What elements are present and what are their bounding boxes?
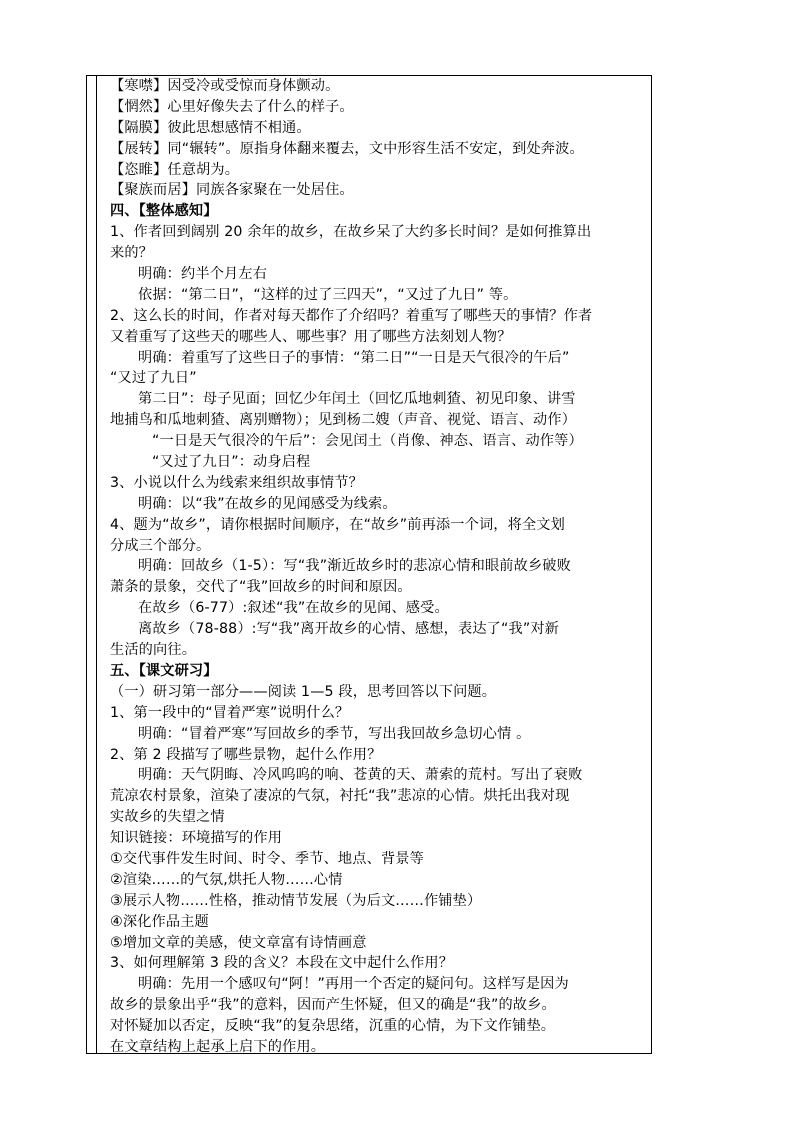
- text-line: 【聚族而居】同族各家聚在一处居住。: [110, 182, 354, 199]
- text-line: 故乡的景象出乎“我”的意料，因而产生怀疑，但又的确是“我”的故乡。: [110, 997, 556, 1014]
- section-heading: 四、【整体感知】: [110, 203, 218, 220]
- table-content-cell: [110, 76, 650, 1058]
- text-line: 明确：天气阴晦、冷风呜呜的响、苍黄的天、萧索的荒村。写出了衰败: [138, 767, 583, 784]
- text-line: ②渲染……的气氛,烘托人物……心情: [110, 871, 343, 888]
- text-line: 4、题为“故乡”，请你根据时间顺序，在“故乡”前再添一个词，将全文划: [110, 516, 565, 533]
- text-line: 分成三个部分。: [110, 537, 211, 554]
- section-heading: 五、【课文研习】: [110, 662, 218, 679]
- text-line: 明确：约半个月左右: [138, 266, 268, 283]
- text-line: 在文章结构上起承上启下的作用。: [110, 1038, 326, 1055]
- text-line: “又过了九日”：动身启程: [152, 454, 311, 471]
- text-line: 【惘然】心里好像失去了什么的样子。: [110, 98, 354, 115]
- text-line: 2、这么长的时间，作者对每天都作了介绍吗？着重写了哪些天的事情？作者: [110, 307, 593, 324]
- text-line: 知识链接：环境描写的作用: [110, 830, 283, 847]
- text-line: 【展转】同“辗转”。原指身体翻来覆去，文中形容生活不安定，到处奔波。: [110, 140, 584, 157]
- text-line: “又过了九日”: [110, 370, 197, 387]
- text-line: 萧条的景象，交代了“我”回故乡的时间和原因。: [110, 579, 412, 596]
- text-line: 3、小说以什么为线索来组织故事情节？: [110, 474, 363, 491]
- text-line: 【隔膜】彼此思想感情不相通。: [110, 119, 311, 136]
- text-line: 生活的向往。: [110, 642, 197, 659]
- table-left-column-line: [96, 75, 97, 1054]
- text-line: 又着重写了这些天的哪些人、哪些事？用了哪些方法刻划人物？: [110, 328, 512, 345]
- text-line: 3、如何理解第 3 段的含义？本段在文中起什么作用？: [110, 955, 454, 972]
- text-line: 明确：“冒着严寒”写回故乡的季节，写出我回故乡急切心情 。: [138, 725, 531, 742]
- text-line: 依据：“第二日”，“这样的过了三四天”，“又过了九日” 等。: [138, 286, 518, 303]
- text-line: 离故乡（78-88）:写“我”离开故乡的心情、感想，表达了“我”对新: [138, 621, 560, 638]
- text-line: “一日是天气很冷的午后”：会见闰土（肖像、神态、语言、动作等）: [152, 433, 583, 450]
- text-line: 明确：先用一个感叹句“阿！”再用一个否定的疑问句。这样写是因为: [138, 976, 569, 993]
- text-line: ①交代事件发生时间、时令、季节、地点、背景等: [110, 850, 424, 867]
- text-line: 在故乡（6-77）:叙述“我”在故乡的见闻、感受。: [138, 600, 449, 617]
- text-line: ④深化作品主题: [110, 913, 209, 930]
- text-line: 【恣睢】任意胡为。: [110, 161, 240, 178]
- text-line: 2、第 2 段描写了哪些景物，起什么作用？: [110, 746, 382, 763]
- text-line: ③展示人物……性格，推动情节发展（为后文……作铺垫）: [110, 892, 482, 909]
- text-line: ⑤增加文章的美感，使文章富有诗情画意: [110, 934, 367, 951]
- text-line: 实故乡的失望之情: [110, 809, 225, 826]
- text-line: 明确：回故乡（1-5）：写“我”渐近故乡时的悲凉心情和眼前故乡破败: [138, 558, 571, 575]
- text-line: （一）研习第一部分——阅读 1—5 段，思考回答以下问题。: [110, 683, 497, 700]
- text-line: 明确：以“我”在故乡的见闻感受为线索。: [138, 495, 397, 512]
- text-line: 荒凉农村景象，渲染了凄凉的气氛，衬托“我”悲凉的心情。烘托出我对现: [110, 788, 570, 805]
- text-line: 地捕鸟和瓜地刺猹、离别赠物）；见到杨二嫂（声音、视觉、语言、动作）: [110, 412, 577, 429]
- text-line: 【寒噤】因受冷或受惊而身体颤动。: [110, 78, 340, 94]
- text-line: 来的？: [110, 245, 154, 262]
- text-line: 明确：着重写了这些日子的事情：“第二日”“一日是天气很冷的午后”: [138, 349, 570, 366]
- text-line: 1、第一段中的“冒着严寒”说明什么？: [110, 704, 350, 721]
- text-line: 对怀疑加以否定，反映“我”的复杂思绪，沉重的心情，为下文作铺垫。: [110, 1018, 556, 1035]
- text-line: 第二日”：母子见面；回忆少年闰土（回忆瓜地刺猹、初见印象、讲雪: [138, 391, 576, 408]
- text-line: 1、作者回到阔别 20 余年的故乡，在故乡呆了大约多长时间？是如何推算出: [110, 224, 592, 241]
